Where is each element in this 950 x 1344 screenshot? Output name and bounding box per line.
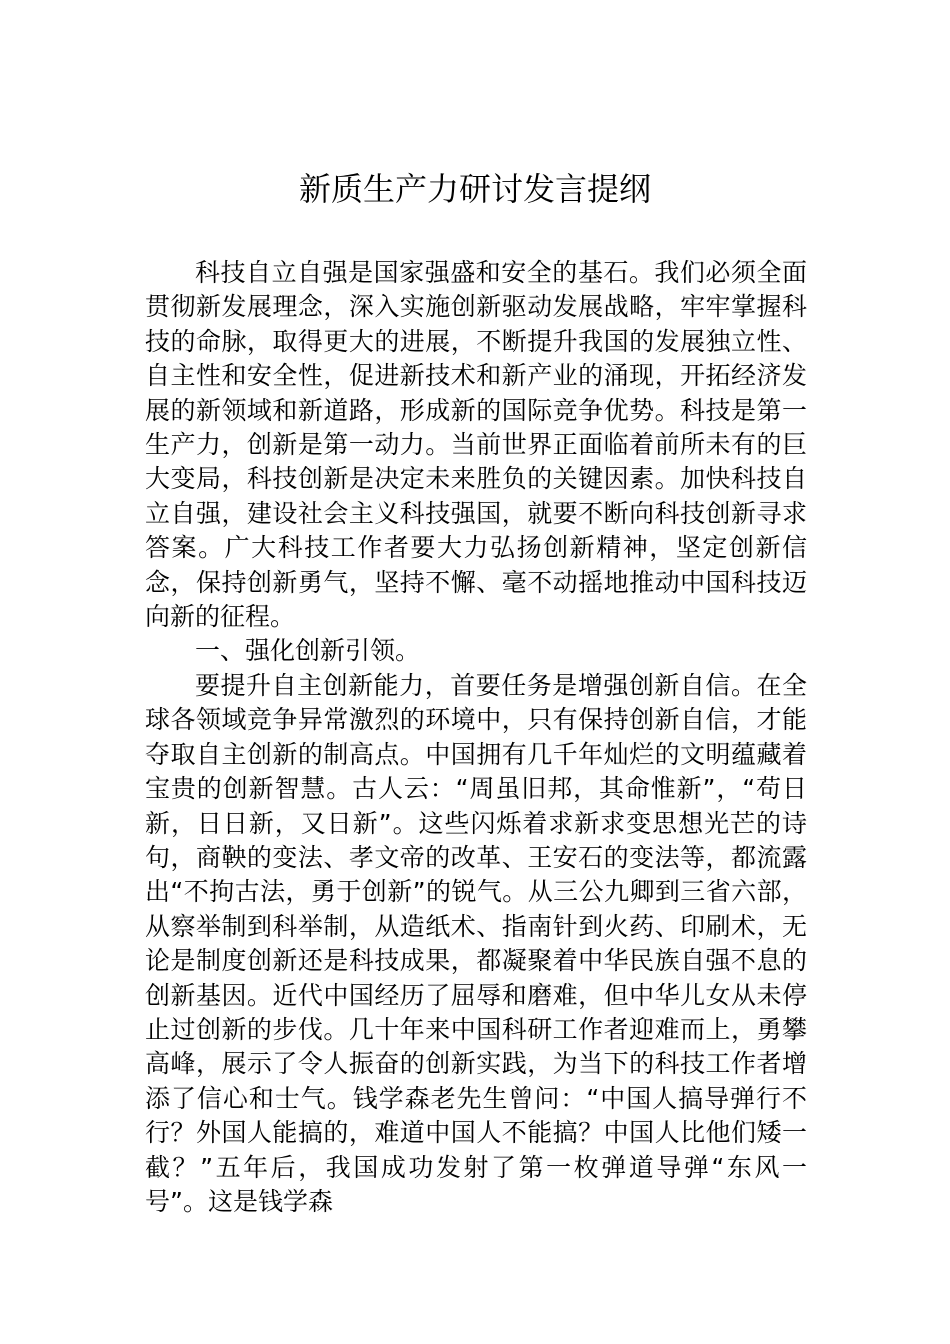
paragraph-innovation: 要提升自主创新能力，首要任务是增强创新自信。在全球各领域竞争异常激烈的环境中，只有保持创新自信，才能夺取自主创新的制高点。中国拥有几千年灿烂的文明蕴藏着宝贵的创新智慧。古人云：“周虽旧邦，其命惟新”，“苟日新，日日新，又日新”。这些闪烁着求新求变思想光芒的诗句，商鞅的变法、孝文帝的改革、王安石的变法等，都流露出“不拘古法，勇于创新”的锐气。从三公九卿到三省六部，从察举制到科举制，从造纸术、指南针到火药、印刷术，无论是制度创新还是科技成果，都凝聚着中华民族自强不息的创新基因。近代中国经历了屈辱和磨难，但中华儿女从未停止过创新的步伐。几十年来中国科研工作者迎难而上，勇攀高峰，展示了令人振奋的创新实践，为当下的科技工作者增添了信心和士气。钱学森老先生曾问：“中国人搞导弹行不行？外国人能搞的，难道中国人不能搞？中国人比他们矮一截？”五年后，我国成功发射了第一枚弹道导弹“东风一号”。这是钱学森 — [145, 670, 807, 1216]
paragraph-intro: 科技自立自强是国家强盛和安全的基石。我们必须全面贯彻新发展理念，深入实施创新驱动发展战略，牢牢掌握科技的命脉，取得更大的进展，不断提升我国的发展独立性、自主性和安全性，促进新技术和新产业的涌现，开拓经济发展的新领域和新道路，形成新的国际竞争优势。科技是第一生产力，创新是第一动力。当前世界正面临着前所未有的巨大变局，科技创新是决定未来胜负的关键因素。加快科技自立自强，建设社会主义科技强国，就要不断向科技创新寻求答案。广大科技工作者要大力弘扬创新精神，坚定创新信念，保持创新勇气，坚持不懈、毫不动摇地推动中国科技迈向新的征程。 — [145, 258, 807, 632]
document-body — [145, 256, 807, 1219]
section-heading: 一、强化创新引领。 — [195, 636, 421, 666]
document-title: 新质生产力研讨发言提纲 — [298, 170, 651, 208]
